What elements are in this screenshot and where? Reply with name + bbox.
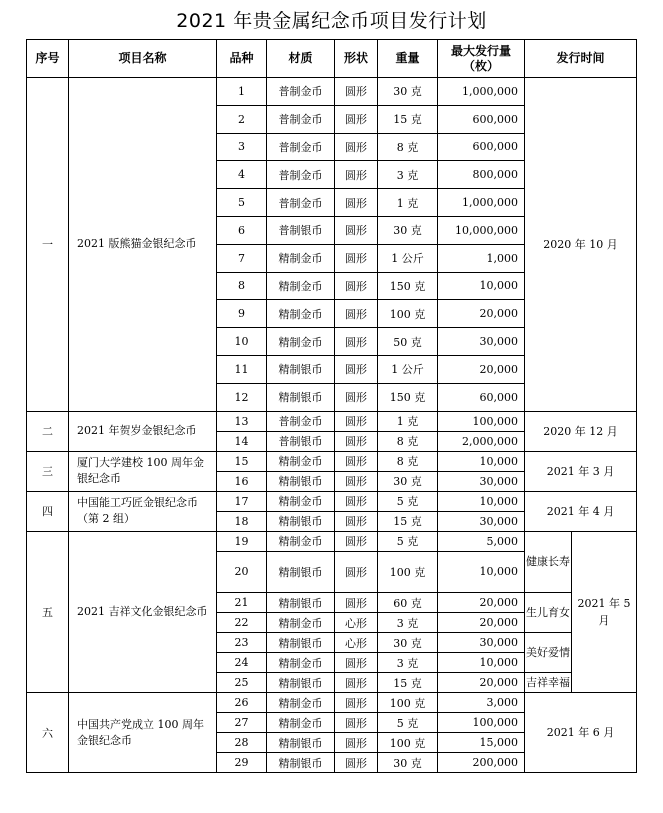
item-max-issue: 20,000 bbox=[438, 593, 525, 613]
item-variety-no: 15 bbox=[217, 451, 267, 471]
item-material: 精制金币 bbox=[267, 693, 335, 713]
item-shape: 圆形 bbox=[335, 161, 378, 189]
item-variety-no: 10 bbox=[217, 328, 267, 356]
header-shape: 形状 bbox=[335, 40, 378, 78]
item-max-issue: 100,000 bbox=[438, 713, 525, 733]
item-max-issue: 20,000 bbox=[438, 355, 525, 383]
item-variety-no: 5 bbox=[217, 189, 267, 217]
header-project: 项目名称 bbox=[69, 40, 217, 78]
item-material: 精制银币 bbox=[267, 383, 335, 411]
item-weight: 150 克 bbox=[378, 272, 438, 300]
item-variety-no: 12 bbox=[217, 383, 267, 411]
item-max-issue: 10,000 bbox=[438, 551, 525, 593]
item-shape: 心形 bbox=[335, 633, 378, 653]
item-material: 精制金币 bbox=[267, 531, 335, 551]
project-issue-time: 2021 年 6 月 bbox=[525, 693, 637, 773]
item-max-issue: 3,000 bbox=[438, 693, 525, 713]
item-material: 精制金币 bbox=[267, 300, 335, 328]
item-max-issue: 600,000 bbox=[438, 133, 525, 161]
item-weight: 30 克 bbox=[378, 471, 438, 491]
header-weight: 重量 bbox=[378, 40, 438, 78]
theme-label: 美好爱情 bbox=[525, 633, 572, 673]
item-shape: 圆形 bbox=[335, 713, 378, 733]
item-shape: 圆形 bbox=[335, 189, 378, 217]
item-weight: 60 克 bbox=[378, 593, 438, 613]
item-variety-no: 23 bbox=[217, 633, 267, 653]
item-shape: 圆形 bbox=[335, 300, 378, 328]
item-variety-no: 25 bbox=[217, 673, 267, 693]
item-max-issue: 10,000 bbox=[438, 491, 525, 511]
item-variety-no: 18 bbox=[217, 511, 267, 531]
project-seq: 三 bbox=[27, 451, 69, 491]
project-seq: 六 bbox=[27, 693, 69, 773]
theme-label: 生儿育女 bbox=[525, 593, 572, 633]
item-material: 精制银币 bbox=[267, 673, 335, 693]
project-seq: 一 bbox=[27, 78, 69, 412]
project-name: 中国能工巧匠金银纪念币（第 2 组） bbox=[69, 491, 217, 531]
table-row bbox=[27, 531, 637, 551]
item-weight: 3 克 bbox=[378, 161, 438, 189]
item-shape: 圆形 bbox=[335, 593, 378, 613]
item-max-issue: 60,000 bbox=[438, 383, 525, 411]
item-variety-no: 1 bbox=[217, 78, 267, 106]
item-shape: 圆形 bbox=[335, 451, 378, 471]
item-weight: 30 克 bbox=[378, 633, 438, 653]
item-material: 普制银币 bbox=[267, 431, 335, 451]
item-shape: 圆形 bbox=[335, 216, 378, 244]
project-seq: 五 bbox=[27, 531, 69, 693]
project-name: 2021 版熊猫金银纪念币 bbox=[69, 78, 217, 412]
item-variety-no: 28 bbox=[217, 733, 267, 753]
item-max-issue: 30,000 bbox=[438, 511, 525, 531]
project-issue-time: 2021 年 4 月 bbox=[525, 491, 637, 531]
theme-label: 吉祥幸福 bbox=[525, 673, 572, 693]
item-variety-no: 27 bbox=[217, 713, 267, 733]
item-variety-no: 4 bbox=[217, 161, 267, 189]
project-issue-time: 2021 年 5 月 bbox=[572, 531, 637, 693]
project-name: 2021 吉祥文化金银纪念币 bbox=[69, 531, 217, 693]
item-shape: 圆形 bbox=[335, 471, 378, 491]
item-material: 精制银币 bbox=[267, 471, 335, 491]
item-max-issue: 30,000 bbox=[438, 471, 525, 491]
theme-label: 健康长寿 bbox=[525, 531, 572, 593]
table-body bbox=[27, 78, 637, 773]
item-max-issue: 1,000,000 bbox=[438, 78, 525, 106]
item-weight: 3 克 bbox=[378, 613, 438, 633]
item-weight: 5 克 bbox=[378, 531, 438, 551]
item-weight: 1 公斤 bbox=[378, 244, 438, 272]
item-max-issue: 100,000 bbox=[438, 411, 525, 431]
project-issue-time: 2021 年 3 月 bbox=[525, 451, 637, 491]
item-variety-no: 24 bbox=[217, 653, 267, 673]
item-shape: 圆形 bbox=[335, 78, 378, 106]
item-variety-no: 8 bbox=[217, 272, 267, 300]
item-shape: 圆形 bbox=[335, 244, 378, 272]
item-variety-no: 20 bbox=[217, 551, 267, 593]
item-material: 普制金币 bbox=[267, 105, 335, 133]
table-row bbox=[27, 411, 637, 431]
item-weight: 1 克 bbox=[378, 411, 438, 431]
item-weight: 100 克 bbox=[378, 300, 438, 328]
item-material: 精制银币 bbox=[267, 355, 335, 383]
item-shape: 圆形 bbox=[335, 511, 378, 531]
item-variety-no: 29 bbox=[217, 753, 267, 773]
item-shape: 圆形 bbox=[335, 355, 378, 383]
item-material: 精制金币 bbox=[267, 653, 335, 673]
item-max-issue: 30,000 bbox=[438, 633, 525, 653]
header-max-issue: 最大发行量（枚） bbox=[438, 40, 525, 78]
item-weight: 3 克 bbox=[378, 653, 438, 673]
item-material: 精制金币 bbox=[267, 613, 335, 633]
item-material: 普制金币 bbox=[267, 78, 335, 106]
item-shape: 圆形 bbox=[335, 328, 378, 356]
item-variety-no: 21 bbox=[217, 593, 267, 613]
item-max-issue: 20,000 bbox=[438, 673, 525, 693]
item-weight: 30 克 bbox=[378, 78, 438, 106]
item-shape: 圆形 bbox=[335, 431, 378, 451]
item-max-issue: 2,000,000 bbox=[438, 431, 525, 451]
item-material: 精制银币 bbox=[267, 633, 335, 653]
item-weight: 30 克 bbox=[378, 753, 438, 773]
item-material: 精制金币 bbox=[267, 272, 335, 300]
item-material: 普制金币 bbox=[267, 133, 335, 161]
item-shape: 圆形 bbox=[335, 491, 378, 511]
item-shape: 圆形 bbox=[335, 105, 378, 133]
item-shape: 圆形 bbox=[335, 272, 378, 300]
item-weight: 1 公斤 bbox=[378, 355, 438, 383]
item-material: 精制金币 bbox=[267, 491, 335, 511]
item-weight: 8 克 bbox=[378, 431, 438, 451]
item-material: 精制金币 bbox=[267, 244, 335, 272]
item-max-issue: 15,000 bbox=[438, 733, 525, 753]
item-max-issue: 20,000 bbox=[438, 613, 525, 633]
item-max-issue: 800,000 bbox=[438, 161, 525, 189]
item-material: 精制金币 bbox=[267, 328, 335, 356]
table-row bbox=[27, 491, 637, 511]
header-seq: 序号 bbox=[27, 40, 69, 78]
item-shape: 圆形 bbox=[335, 673, 378, 693]
item-shape: 圆形 bbox=[335, 693, 378, 713]
item-max-issue: 600,000 bbox=[438, 105, 525, 133]
item-weight: 30 克 bbox=[378, 216, 438, 244]
item-max-issue: 10,000,000 bbox=[438, 216, 525, 244]
item-variety-no: 9 bbox=[217, 300, 267, 328]
table-row bbox=[27, 78, 637, 106]
item-shape: 圆形 bbox=[335, 653, 378, 673]
header-row bbox=[27, 40, 637, 78]
item-shape: 圆形 bbox=[335, 133, 378, 161]
item-weight: 8 克 bbox=[378, 133, 438, 161]
item-variety-no: 14 bbox=[217, 431, 267, 451]
item-weight: 100 克 bbox=[378, 733, 438, 753]
item-shape: 圆形 bbox=[335, 411, 378, 431]
item-material: 普制银币 bbox=[267, 216, 335, 244]
item-max-issue: 5,000 bbox=[438, 531, 525, 551]
item-weight: 100 克 bbox=[378, 551, 438, 593]
item-material: 精制金币 bbox=[267, 713, 335, 733]
item-material: 普制金币 bbox=[267, 189, 335, 217]
item-max-issue: 10,000 bbox=[438, 451, 525, 471]
item-weight: 15 克 bbox=[378, 673, 438, 693]
item-max-issue: 200,000 bbox=[438, 753, 525, 773]
item-max-issue: 30,000 bbox=[438, 328, 525, 356]
project-seq: 二 bbox=[27, 411, 69, 451]
item-weight: 15 克 bbox=[378, 105, 438, 133]
item-material: 精制金币 bbox=[267, 451, 335, 471]
item-weight: 100 克 bbox=[378, 693, 438, 713]
item-material: 普制金币 bbox=[267, 411, 335, 431]
item-weight: 5 克 bbox=[378, 713, 438, 733]
item-max-issue: 10,000 bbox=[438, 653, 525, 673]
header-issue-time: 发行时间 bbox=[525, 40, 637, 78]
item-shape: 圆形 bbox=[335, 383, 378, 411]
item-material: 精制银币 bbox=[267, 551, 335, 593]
item-shape: 圆形 bbox=[335, 531, 378, 551]
item-material: 精制银币 bbox=[267, 511, 335, 531]
page-title: 2021 年贵金属纪念币项目发行计划 bbox=[176, 10, 487, 32]
item-variety-no: 3 bbox=[217, 133, 267, 161]
item-variety-no: 13 bbox=[217, 411, 267, 431]
item-material: 精制银币 bbox=[267, 733, 335, 753]
table-row bbox=[27, 693, 637, 713]
item-max-issue: 1,000,000 bbox=[438, 189, 525, 217]
item-variety-no: 26 bbox=[217, 693, 267, 713]
project-name: 2021 年贺岁金银纪念币 bbox=[69, 411, 217, 451]
item-weight: 150 克 bbox=[378, 383, 438, 411]
item-max-issue: 10,000 bbox=[438, 272, 525, 300]
project-issue-time: 2020 年 10 月 bbox=[525, 78, 637, 412]
item-weight: 8 克 bbox=[378, 451, 438, 471]
item-material: 精制银币 bbox=[267, 753, 335, 773]
project-seq: 四 bbox=[27, 491, 69, 531]
item-variety-no: 6 bbox=[217, 216, 267, 244]
item-variety-no: 22 bbox=[217, 613, 267, 633]
item-max-issue: 20,000 bbox=[438, 300, 525, 328]
item-weight: 5 克 bbox=[378, 491, 438, 511]
project-issue-time: 2020 年 12 月 bbox=[525, 411, 637, 451]
header-variety: 品种 bbox=[217, 40, 267, 78]
item-variety-no: 11 bbox=[217, 355, 267, 383]
item-material: 普制金币 bbox=[267, 161, 335, 189]
item-weight: 50 克 bbox=[378, 328, 438, 356]
item-weight: 15 克 bbox=[378, 511, 438, 531]
issuance-plan-table bbox=[26, 39, 637, 773]
table-row bbox=[27, 451, 637, 471]
item-variety-no: 19 bbox=[217, 531, 267, 551]
item-shape: 心形 bbox=[335, 613, 378, 633]
header-material: 材质 bbox=[267, 40, 335, 78]
project-name: 厦门大学建校 100 周年金银纪念币 bbox=[69, 451, 217, 491]
item-shape: 圆形 bbox=[335, 753, 378, 773]
item-max-issue: 1,000 bbox=[438, 244, 525, 272]
project-name: 中国共产党成立 100 周年金银纪念币 bbox=[69, 693, 217, 773]
item-variety-no: 16 bbox=[217, 471, 267, 491]
item-shape: 圆形 bbox=[335, 733, 378, 753]
item-variety-no: 17 bbox=[217, 491, 267, 511]
item-variety-no: 2 bbox=[217, 105, 267, 133]
item-variety-no: 7 bbox=[217, 244, 267, 272]
item-material: 精制银币 bbox=[267, 593, 335, 613]
item-weight: 1 克 bbox=[378, 189, 438, 217]
item-shape: 圆形 bbox=[335, 551, 378, 593]
